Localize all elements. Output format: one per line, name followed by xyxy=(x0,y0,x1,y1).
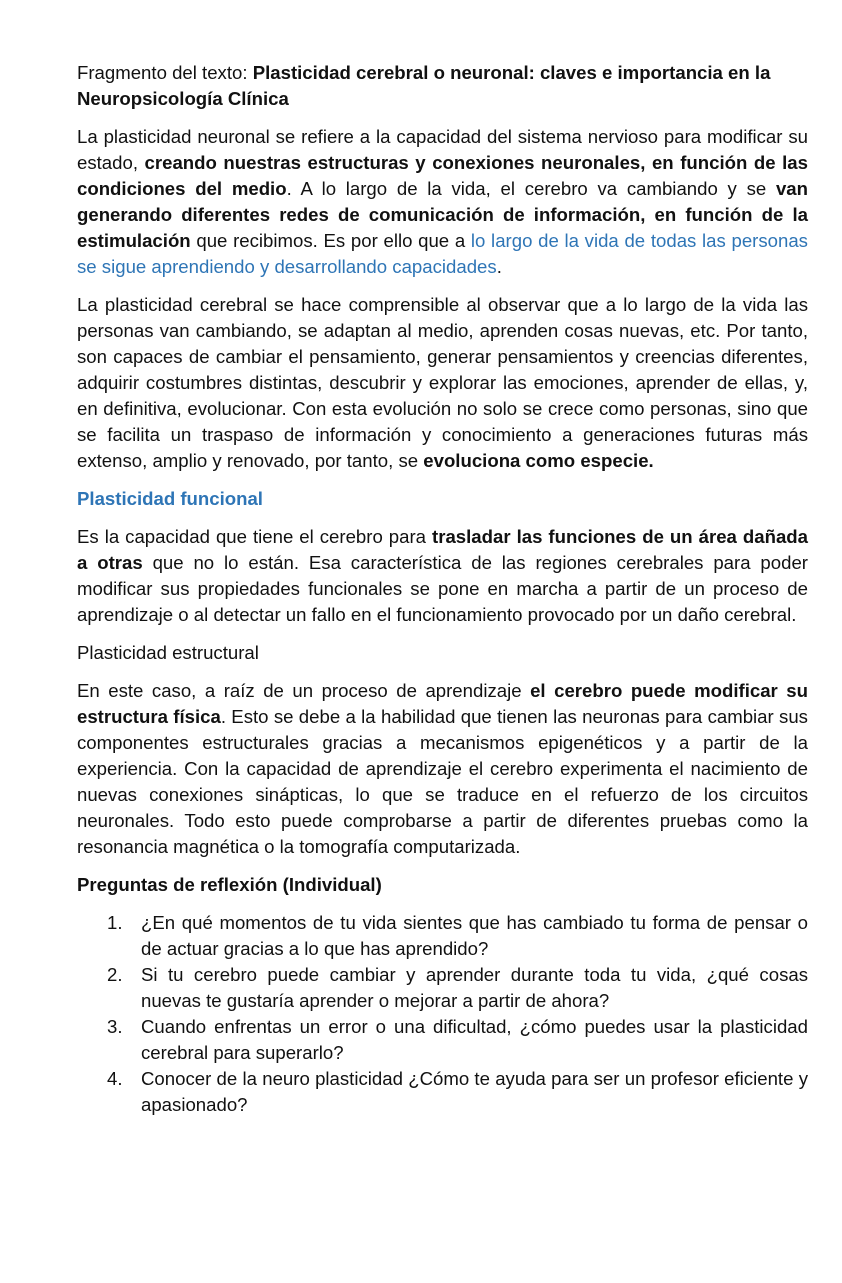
question-number: 4. xyxy=(107,1068,123,1089)
question-number: 1. xyxy=(107,912,123,933)
p2-bold-1: evoluciona como especie. xyxy=(423,450,654,471)
list-item xyxy=(75,1014,808,1066)
question-text: ¿En qué momentos de tu vida sientes que has cambiado tu forma de pensar o de actuar gracias a lo que has aprendido? xyxy=(141,912,808,959)
heading-plasticidad-estructural: Plasticidad estructural xyxy=(77,642,259,663)
document-title xyxy=(77,60,808,112)
paragraph-evolution xyxy=(77,292,808,474)
heading-plasticidad-funcional: Plasticidad funcional xyxy=(77,488,263,509)
paragraph-funcional xyxy=(77,524,808,628)
list-item xyxy=(75,962,808,1014)
p3-bold-1: trasladar las funciones de un área dañada a otras xyxy=(77,526,808,573)
p1-text-1: La plasticidad neuronal se refiere a la capacidad del sistema nervioso para modificar su estado, xyxy=(77,126,808,173)
p3-text-2: que no lo están. Esa característica de las regiones cerebrales para poder modificar sus propiedades funcionales se pone en marcha a partir de un proceso de aprendizaje o al detectar un fallo en el funcionamiento provocado por un daño cerebral. xyxy=(77,552,808,625)
p3-text-1: Es la capacidad que tiene el cerebro para xyxy=(77,526,433,547)
p2-text-1: La plasticidad cerebral se hace comprensible al observar que a lo largo de la vida las personas van cambiando, se adaptan al medio, aprenden cosas nuevas, etc. Por tanto, son capaces de cambiar el pensamiento, generar pensamientos y creencias diferentes, adquirir costumbres distintas, descubrir y explorar las emociones, aprender de ellas, y, en definitiva, evolucionar. Con esta evolución no solo se crece como personas, sino que se facilita un traspaso de información y conocimiento a generaciones futuras más extenso, amplio y renovado, por tanto, se xyxy=(77,294,808,471)
p1-blue-text: lo largo de la vida de todas las personas se sigue aprendiendo y desarrollando capacidades xyxy=(77,230,808,277)
paragraph-intro xyxy=(77,124,808,280)
title-prefix: Fragmento del texto: xyxy=(77,62,253,83)
p4-text-2: . Esto se debe a la habilidad que tienen las neuronas para cambiar sus componentes estructurales gracias a mecanismos epigenéticos y a partir de la experiencia. Con la capacidad de aprendizaje el cerebro experimenta el nacimiento de nuevas conexiones sinápticas, lo que se traduce en el refuerzo de los circuitos neuronales. Todo esto puede comprobarse a partir de diferentes pruebas como la resonancia magnética o la tomografía computarizada. xyxy=(77,706,808,857)
p1-bold-1: creando nuestras estructuras y conexiones neuronales, en función de las condiciones del medio xyxy=(77,152,808,199)
list-item xyxy=(75,910,808,962)
question-text: Cuando enfrentas un error o una dificultad, ¿cómo puedes usar la plasticidad cerebral para superarlo? xyxy=(141,1016,808,1063)
p4-text-1: En este caso, a raíz de un proceso de aprendizaje xyxy=(77,680,531,701)
question-number: 2. xyxy=(107,964,123,985)
paragraph-estructural xyxy=(77,678,808,860)
question-number: 3. xyxy=(107,1016,123,1037)
question-text: Si tu cerebro puede cambiar y aprender durante toda tu vida, ¿qué cosas nuevas te gustaría aprender o mejorar a partir de ahora? xyxy=(141,964,808,1011)
questions-list xyxy=(77,910,808,1118)
heading-preguntas: Preguntas de reflexión (Individual) xyxy=(77,874,382,895)
list-item xyxy=(75,1066,808,1118)
title-bold: Plasticidad cerebral o neuronal: claves e importancia en la Neuropsicología Clínica xyxy=(77,62,771,109)
p1-bold-2: van generando diferentes redes de comunicación de información, en función de la estimulación xyxy=(77,178,808,251)
p1-text-2: . A lo largo de la vida, el cerebro va cambiando y se xyxy=(286,178,776,199)
p4-bold-1: el cerebro puede modificar su estructura física xyxy=(77,680,808,727)
question-text: Conocer de la neuro plasticidad ¿Cómo te ayuda para ser un profesor eficiente y apasionado? xyxy=(141,1068,808,1115)
p1-text-4: . xyxy=(496,256,502,277)
p1-text-3: que recibimos. Es por ello que a xyxy=(190,230,471,251)
